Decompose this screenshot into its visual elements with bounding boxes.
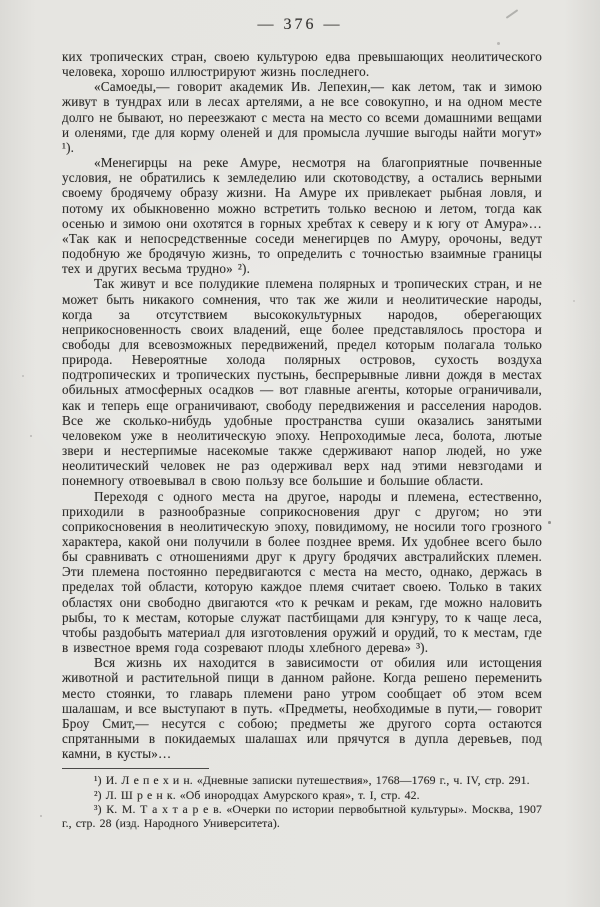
paragraph-migrations: Переходя с одного места на другое, народы и племена, естественно, приходили в разнообразные соприкосновения друг с другом; но эти соприкосновения в неолитическую эпоху, повидимому, не носили того грозного характера, какой они получили в более позднее время. Их удобнее всего было бы сравнивать с отношениями друг к другу бродячих австралийских племен. Эти племена постоянно передвигаются с места на место, однако, держась в пределах той области, которую каждое племя считает своею. Только в таких областях они свободно двигаются «то к речкам и рекам, где можно наловить рыбы, то к местам, которые служат пастбищами для кэнгуру, то к чаще леса, чтобы раздобыть материал для изготовления оружий и орудий, то к местам, где в известное время года созревают плоды хлебного дерева» ³).: [62, 488, 542, 656]
text-block: [62, 49, 542, 830]
footnote-lepekhin: ¹) И. Л е п е х и н. «Дневные записки путешествия», 1768—1769 г., ч. IV, стр. 291.: [94, 773, 530, 788]
paragraph-semiwild-tribes: Так живут и все полудикие племена полярных и тропических стран, и не может быть никакого сомнения, что так же жили и неолитические народы, когда за отсутствием высококультурных народов, оберегающих неприкосновенность своих владений, еще более представлялось простора и свободы для всевозможных передвижений, предел которым полагала только природа. Невероятные холода полярных островов, сухость воздуха подтропических и тропических пустынь, беспрерывные ливни дождя в местах обильных атмосферных осадков — вот главные агенты, которые ограничивали, как и теперь еще ограничивают, свободу передвижения и расселения народов. Все же сколько-нибудь удобные пространства суши оказались занятыми человеком уже в неолитическую эпоху. Непроходимые леса, болота, лютые звери и нестерпимые насекомые также сдерживают напор людей, но уже неолитический человек не раз одерживал верх над этими невзгодами и понемногу отвоевывал в свою пользу все большие и большие области.: [62, 276, 542, 489]
paragraph-samoyeds-quote: «Самоеды,— говорит академик Ив. Лепехин,— как летом, так и зимою живут в тундрах или в лесах артелями, а не все совокупно, и на одном месте долго не бывают, но переезжают с места на место со всеми домашними вещами и оленями, где для корму оленей и для промысла лучшие выгоды найти могут» ¹).: [62, 79, 542, 155]
scan-speck: [573, 300, 575, 302]
footnote-schrenk: ²) Л. Ш р е н к. «Об инородцах Амурского края», т. I, стр. 42.: [94, 787, 420, 802]
paragraph-menegirs-quote: «Менегирцы на реке Амуре, несмотря на благоприятные почвенные условия, не обратились к земледелию или скотоводству, а остались верными своему бродячему образу жизни. На Амуре их привлекает рыбная ловля, и потому их обыкновенно можно встретить только весною и летом, тогда как осенью и зимою они охотятся в горных хребтах к северу и к югу от Амура»… «Так как и непосредственные соседи менегирцев по Амуру, орочоны, ведут подобную же бродячую жизнь, то определить с точностью взаимные границы тех и других весьма трудно» ²).: [62, 155, 542, 277]
page-number: — 376 —: [257, 16, 343, 33]
footnote-separator: [62, 768, 209, 769]
footnote-takhtarev: ³) К. М. Т а х т а р е в. «Очерки по истории первобытной культуры». Москва, 1907 г., стр. 28 (изд. Народного Университета).: [62, 801, 542, 830]
paragraph-continuation: ких тропических стран, своею культурою едва превышающих неолитического человека, хорошо иллюстрируют жизнь последнего.: [62, 49, 542, 80]
scan-speck: [30, 435, 32, 437]
scan-speck: [22, 375, 24, 377]
paragraph-food-dependence: Вся жизнь их находится в зависимости от обилия или истощения животной и растительной пищи в данном районе. Когда решено переменить место стоянки, то главарь племени рано утром сообщает об этом всем шалашам, и все выступают в путь. «Предметы, необходимые в пути,— говорит Броу Смит,— несутся с собою; предметы же другого сорта остаются спрятанными в покидаемых шалашах или прячутся в дупла деревьев, под камни, в кусты»…: [62, 655, 542, 762]
scan-speck: [548, 521, 551, 524]
scan-speck: [497, 42, 500, 45]
scan-speck: [40, 815, 42, 817]
